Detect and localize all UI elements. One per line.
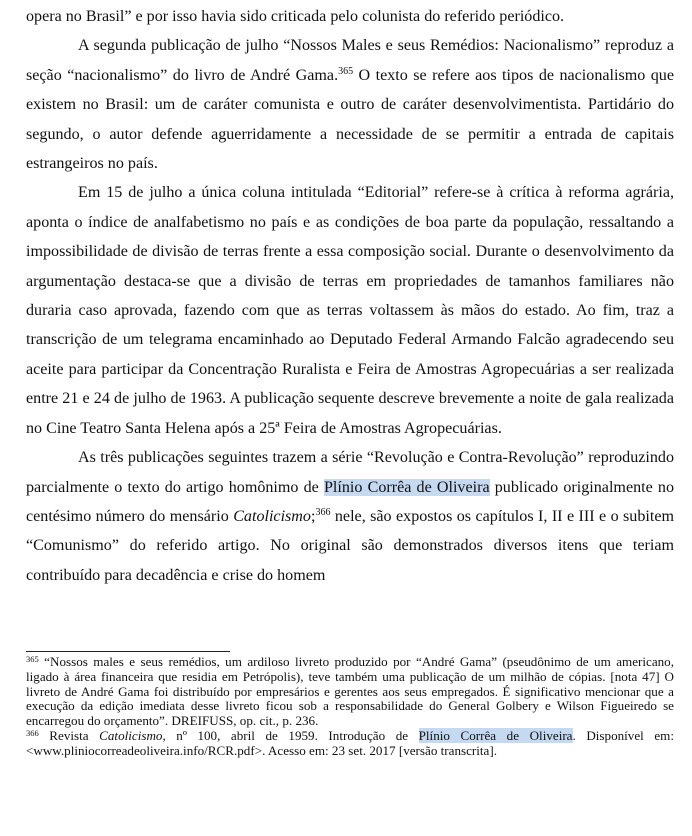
footnote-text: , nº 100, abril de 1959. Introdução de [162, 727, 419, 743]
paragraph-text: ; [310, 507, 316, 525]
paragraph-continuation [26, 2, 674, 31]
highlighted-name[interactable]: Plínio Corrêa de Oliveira [418, 727, 573, 743]
footnote-number: 365 [26, 654, 39, 664]
body-text [26, 2, 674, 590]
footnote-ref-365[interactable]: 365 [338, 65, 354, 77]
footnotes [26, 655, 674, 759]
footnote-366 [26, 729, 674, 759]
footnote-text: Revista [38, 727, 100, 743]
footnote-ref-366[interactable]: 366 [315, 506, 331, 518]
paragraph-text: As três publicações seguintes trazem a série “Revolução e Contra-Revolução” reproduzindo parcialmente o texto do artigo homônimo de [26, 449, 674, 496]
paragraph-nacionalismo [26, 31, 674, 178]
footnote-text: “Nossos males e seus remédios, um ardiloso livreto produzido por “André Gama” (pseudônimo de um americano, ligado à área financeira que residia em Petrópolis), teve também uma publicação de um milhão de cópias. [nota 47] O livreto de André Gama foi distribuído por empresários e gerentes aos seus empregados. É significativo mencionar que a execução da edição imediata desse livreto ficou sob a responsabilidade do General Golbery e Wilson Figueiredo se encarregou do orçamento”. DREIFUSS, op. cit., p. 236. [26, 654, 674, 729]
magazine-title: Catolicismo [99, 727, 163, 743]
paragraph-text: publicado originalmente no centésimo número do mensário [26, 478, 674, 525]
highlighted-name[interactable]: Plínio Corrêa de Oliveira [323, 478, 490, 496]
paragraph-text: Em 15 de julho a única coluna intitulada “Editorial” refere-se à crítica à reforma agrária, aponta o índice de analfabetismo no país e as condições de boa parte da população, ressaltando a impossibilidade de divisão de terras frente a essa composição social. Durante o desenvolvimento da argumentação destaca-se que a divisão de terras em propriedades de tamanhos familiares não duraria caso aprovada, fazendo com que as terras voltassem às mãos do estado. Ao fim, traz a transcrição de um telegrama encaminhado ao Deputado Federal Armando Falcão agradecendo seu aceite para participar da Concentração Ruralista e Feira de Amostras Agropecuárias a ser realizada entre 21 e 24 de julho de 1963. A publicação sequente descreve brevemente a noite de gala realizada no Cine Teatro Santa Helena após a 25ª Feira de Amostras Agropecuárias. [26, 184, 674, 437]
paragraph-text: opera no Brasil” e por isso havia sido criticada pelo colunista do referido periódico. [26, 8, 565, 25]
paragraph-text: A segunda publicação de julho “Nossos Males e seus Remédios: Nacionalismo” reproduz a seção “nacionalismo” do livro de André Gama. [26, 37, 674, 84]
paragraph-text: nele, são expostos os capítulos I, II e III e o subitem “Comunismo” do referido artigo. No original são demonstrados diversos itens que teriam contribuído para decadência e crise do homem [26, 507, 675, 584]
paragraph-revolucao [26, 443, 674, 590]
footnote-365 [26, 655, 674, 729]
footnote-text: . Disponível em: <www.pliniocorreadeoliveira.info/RCR.pdf>. Acesso em: 23 set. 2017 [versão transcrita]. [26, 727, 674, 758]
paragraph-text: O texto se refere aos tipos de nacionalismo que existem no Brasil: um de caráter comunista e outro de caráter desenvolvimentista. Partidário do segundo, o autor defende aguerridamente a necessidade de se permitir a entrada de capitais estrangeiros no país. [26, 66, 674, 173]
footnote-separator [26, 651, 230, 652]
magazine-title: Catolicismo [233, 507, 311, 525]
footnote-number: 366 [26, 727, 39, 738]
paragraph-editorial [26, 178, 674, 443]
